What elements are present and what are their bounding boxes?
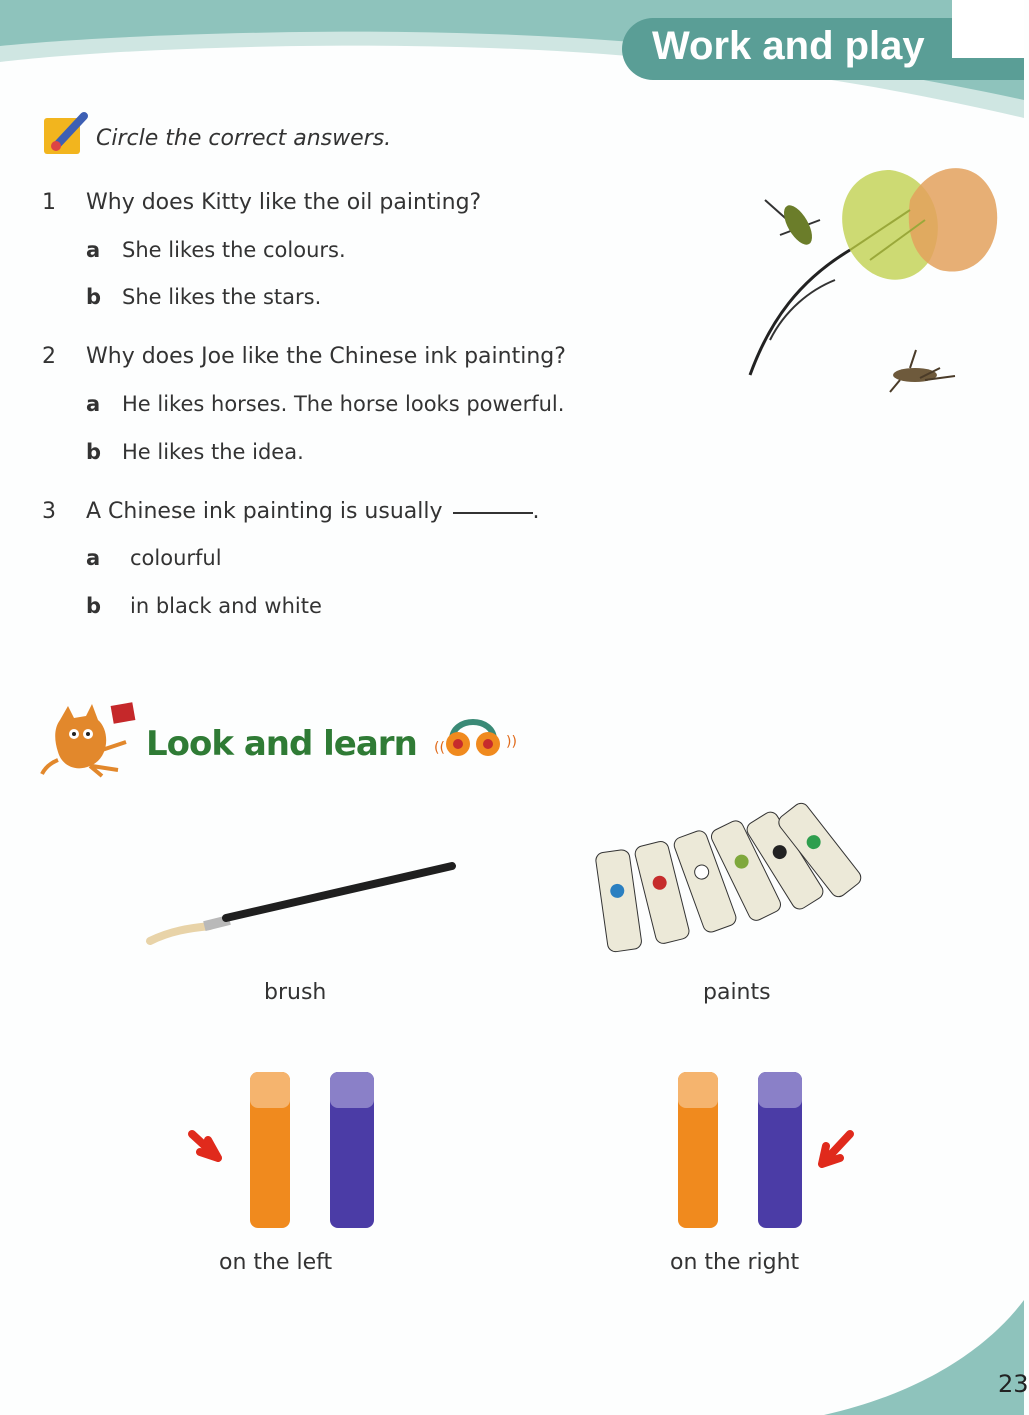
cricket-icon [890, 350, 955, 392]
arrow-icon [192, 1134, 218, 1158]
brush-illustration [140, 856, 470, 956]
question-text: Why does Joe like the Chinese ink painting? [86, 344, 566, 369]
option-letter[interactable]: b [86, 594, 102, 618]
svg-text:)): )) [506, 734, 517, 750]
page-title: Work and play [652, 24, 925, 68]
caption-on-the-right: on the right [670, 1250, 800, 1275]
arrow-icon [822, 1134, 850, 1164]
headphones-icon[interactable] [432, 706, 528, 764]
option-letter[interactable]: a [86, 238, 101, 262]
caption-brush: brush [264, 980, 327, 1005]
option-text[interactable]: He likes horses. The horse looks powerful. [122, 392, 565, 416]
pencil-icon [42, 110, 92, 156]
svg-text:((: (( [434, 740, 445, 756]
option-letter[interactable]: a [86, 392, 101, 416]
question-number: 1 [42, 190, 56, 215]
cat-mascot-icon [40, 700, 148, 778]
markers-left-illustration [186, 1068, 386, 1234]
footer-swoosh [824, 1300, 1024, 1415]
corner-patch [952, 0, 1024, 58]
option-text[interactable]: in black and white [130, 594, 322, 618]
option-letter[interactable]: b [86, 440, 102, 464]
instruction-text: Circle the correct answers. [96, 126, 392, 151]
markers-right-illustration [672, 1068, 872, 1234]
leaves-illustration [740, 140, 1010, 400]
page-number: 23 [998, 1370, 1029, 1398]
caption-paints: paints [703, 980, 771, 1005]
option-text[interactable]: colourful [130, 546, 222, 570]
question-text: Why does Kitty like the oil painting? [86, 190, 482, 215]
caption-on-the-left: on the left [219, 1250, 333, 1275]
answer-blank[interactable] [453, 512, 533, 514]
question-number: 2 [42, 344, 56, 369]
option-letter[interactable]: a [86, 546, 101, 570]
option-text[interactable]: She likes the stars. [122, 285, 322, 309]
question-number: 3 [42, 499, 56, 524]
option-text[interactable]: She likes the colours. [122, 238, 346, 262]
section-title: Look and learn [146, 724, 417, 764]
question-text: A Chinese ink painting is usually . [86, 499, 540, 524]
paints-illustration [595, 790, 875, 970]
option-letter[interactable]: b [86, 285, 102, 309]
option-text[interactable]: He likes the idea. [122, 440, 304, 464]
